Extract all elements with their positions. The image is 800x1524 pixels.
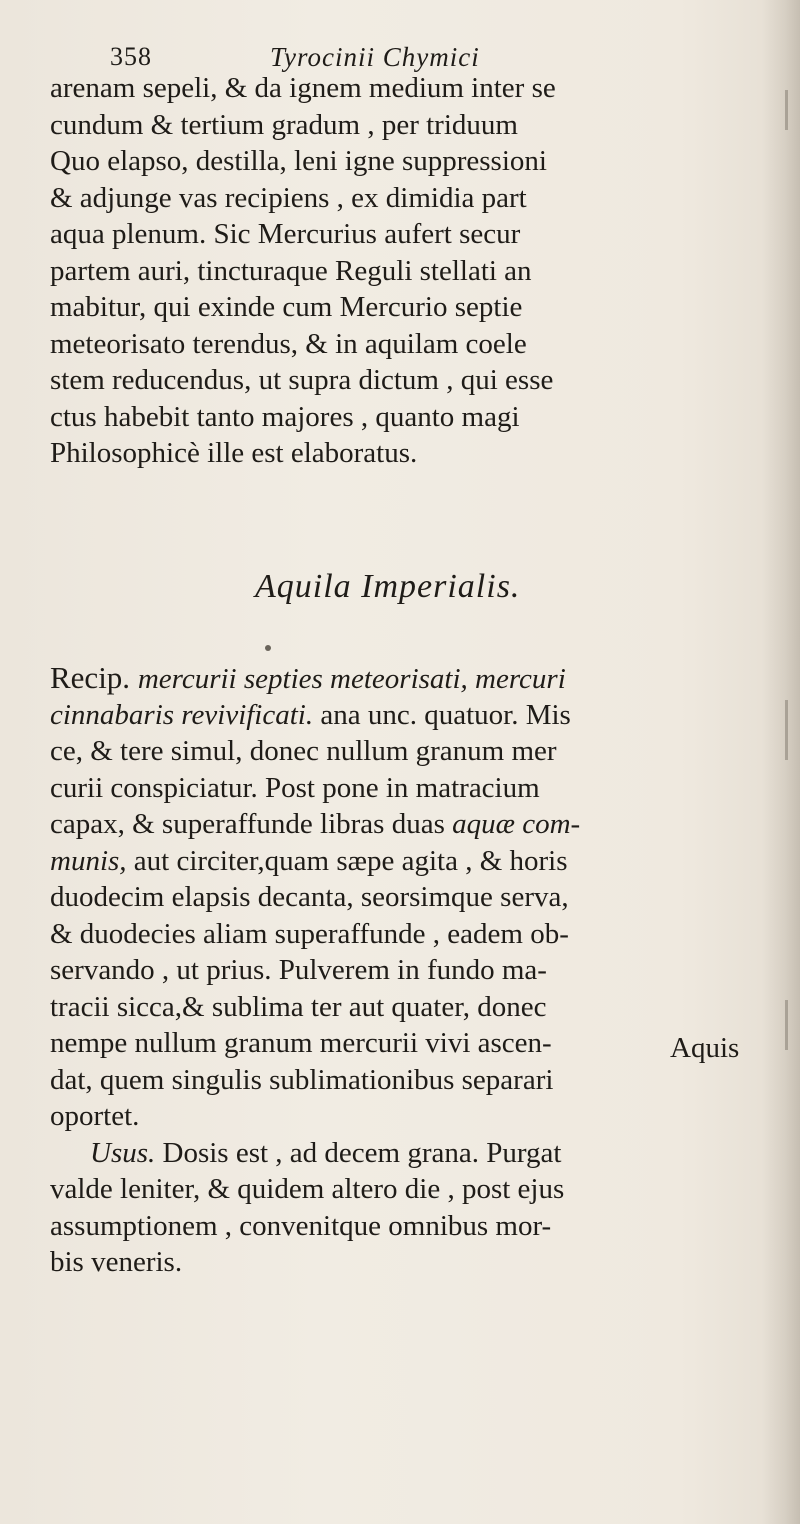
paragraph-one bbox=[50, 70, 790, 472]
text-line: dat, quem singulis sublimationibus separari bbox=[50, 1063, 554, 1096]
running-head: Tyrocinii Chymici bbox=[270, 42, 480, 72]
paragraph-two bbox=[50, 660, 790, 1281]
text-line: duodecim elapsis decanta, seorsimque serva, bbox=[50, 881, 569, 913]
page-number: 358 bbox=[110, 42, 152, 71]
text-line: valde leniter, & quidem altero die , post ejus bbox=[50, 1173, 565, 1205]
text-line: cundum & tertium gradum , per triduum bbox=[50, 108, 518, 141]
text-line: Usus. Dosis est , ad decem grana. Purgat bbox=[90, 1136, 562, 1169]
text-line: & duodecies aliam superaffunde , eadem ob- bbox=[50, 917, 569, 950]
text-line: ce, & tere simul, donec nullum granum mer bbox=[50, 735, 557, 767]
catchword: Aquis bbox=[670, 1032, 740, 1064]
text-line: assumptionem , convenitque omnibus mor- bbox=[50, 1209, 552, 1242]
text-line: nempe nullum granum mercurii vivi ascen- bbox=[50, 1027, 552, 1059]
text-line: arenam sepeli, & da ignem medium inter se bbox=[50, 72, 556, 104]
text-line: cinnabaris revivificati. ana unc. quatuor. Mis bbox=[50, 698, 571, 731]
text-line: tracii sicca,& sublima ter aut quater, donec bbox=[50, 990, 547, 1023]
text-line: oportet. bbox=[50, 1100, 140, 1132]
text-line: meteorisato terendus, & in aquilam coele bbox=[50, 327, 527, 360]
text-line: bis veneris. bbox=[50, 1246, 183, 1278]
text-line: Recip. mercurii septies meteorisati, mercuri bbox=[50, 660, 566, 695]
text-line: Philosophicè ille est elaboratus. bbox=[50, 437, 418, 469]
text-line: partem auri, tincturaque Reguli stellati an bbox=[50, 254, 532, 287]
text-line: munis, aut circiter,quam sæpe agita , & horis bbox=[50, 844, 568, 877]
text-line: servando , ut prius. Pulverem in fundo ma- bbox=[50, 954, 547, 986]
text-line: mabitur, qui exinde cum Mercurio septie bbox=[50, 291, 523, 323]
section-title: Aquila Imperialis. bbox=[255, 568, 521, 605]
ink-dot bbox=[265, 645, 271, 651]
text-line: curii conspiciatur. Post pone in matracium bbox=[50, 771, 540, 804]
text-line: aqua plenum. Sic Mercurius aufert secur bbox=[50, 218, 521, 250]
text-line: & adjunge vas recipiens , ex dimidia part bbox=[50, 181, 527, 214]
text-line: capax, & superaffunde libras duas aquæ com- bbox=[50, 808, 581, 840]
text-line: stem reducendus, ut supra dictum , qui esse bbox=[50, 364, 554, 396]
text-line: ctus habebit tanto majores , quanto magi bbox=[50, 400, 520, 433]
text-line: Quo elapso, destilla, leni igne suppressioni bbox=[50, 145, 547, 177]
